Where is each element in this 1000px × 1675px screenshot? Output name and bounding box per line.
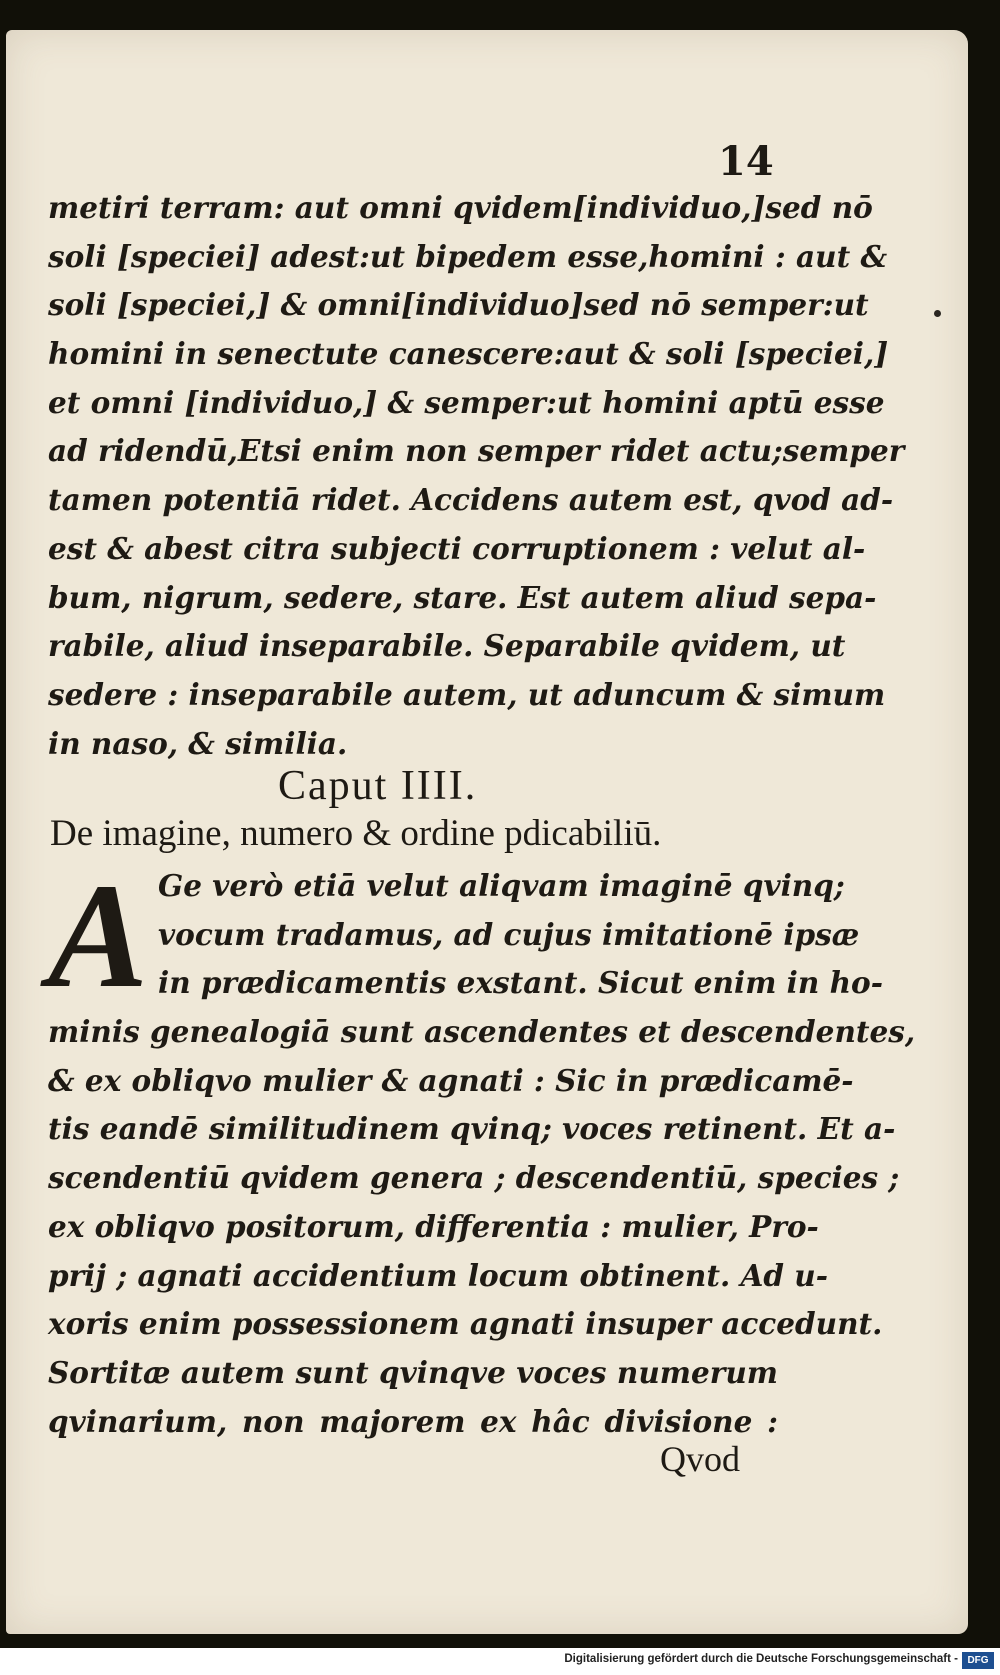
- text-line: soli [speciei,] & omni[individuo]sed nō semper:ut: [48, 287, 869, 323]
- text-line: in prædicamentis exstant. Sicut enim in ho-: [158, 965, 883, 1001]
- catchword: Qvod: [660, 1439, 740, 1479]
- text-line: xoris enim possessionem agnati insuper accedunt.: [48, 1306, 883, 1342]
- ink-speck: [934, 310, 941, 317]
- dfg-logo-icon[interactable]: DFG: [962, 1652, 994, 1669]
- text-line: ad ridendū,Etsi enim non semper ridet actu;semper: [48, 433, 905, 469]
- text-line: est & abest citra subjecti corruptionem : velut al-: [48, 530, 866, 566]
- text-line: in naso, & similia.: [48, 725, 348, 761]
- text-line: et omni [individuo,] & semper:ut homini aptū esse: [48, 384, 885, 420]
- paragraph-1: [48, 184, 905, 768]
- text-line: Ge verò etiā velut aliqvam imaginē qvinq;: [158, 868, 845, 903]
- text-line: vocum tradamus, ad cujus imitationē ipsæ: [158, 916, 860, 952]
- digitization-footer: [0, 1648, 1000, 1675]
- text-line: soli [speciei] adest:ut bipedem esse,homini : aut &: [48, 238, 888, 274]
- section-heading: De imagine, numero & ordine pdicabiliū.: [50, 813, 662, 854]
- text-line: Sortitæ autem sunt qvinqve voces numerum: [48, 1354, 778, 1390]
- text-line: scendentiū qvidem genera ; descendentiū, species ;: [48, 1160, 900, 1196]
- text-line: metiri terram: aut omni qvidem[individuo,]sed nō: [48, 190, 873, 225]
- paragraph-2: [48, 853, 916, 1446]
- drop-cap: A: [48, 853, 149, 1019]
- text-line: minis genealogiā sunt ascendentes et descendentes,: [48, 1014, 916, 1050]
- footer-credit: Digitalisierung gefördert durch die Deutsche Forschungsgemeinschaft -: [564, 1653, 958, 1665]
- text-line: rabile, aliud inseparabile. Separabile qvidem, ut: [48, 628, 846, 664]
- text-line: tis eandē similitudinem qvinq; voces retinent. Et a-: [48, 1111, 896, 1147]
- text-line: & ex obliqvo mulier & agnati : Sic in prædicamē-: [48, 1062, 854, 1098]
- text-line: ex obliqvo positorum, differentia : mulier, Pro-: [48, 1208, 819, 1244]
- text-line: sedere : inseparabile autem, ut aduncum & simum: [48, 676, 886, 712]
- text-line: bum, nigrum, sedere, stare. Est autem aliud sepa-: [48, 579, 877, 615]
- text-line: qvinarium, non majorem ex hâc divisione :: [48, 1403, 778, 1439]
- text-line: tamen potentiā ridet. Accidens autem est, qvod ad-: [48, 482, 894, 518]
- text-line: homini in senectute canescere:aut & soli [speciei,]: [48, 336, 889, 372]
- page-number: 14: [718, 138, 774, 185]
- text-line: prij ; agnati accidentium locum obtinent. Ad u-: [48, 1257, 828, 1293]
- chapter-title: Caput IIII.: [278, 763, 478, 809]
